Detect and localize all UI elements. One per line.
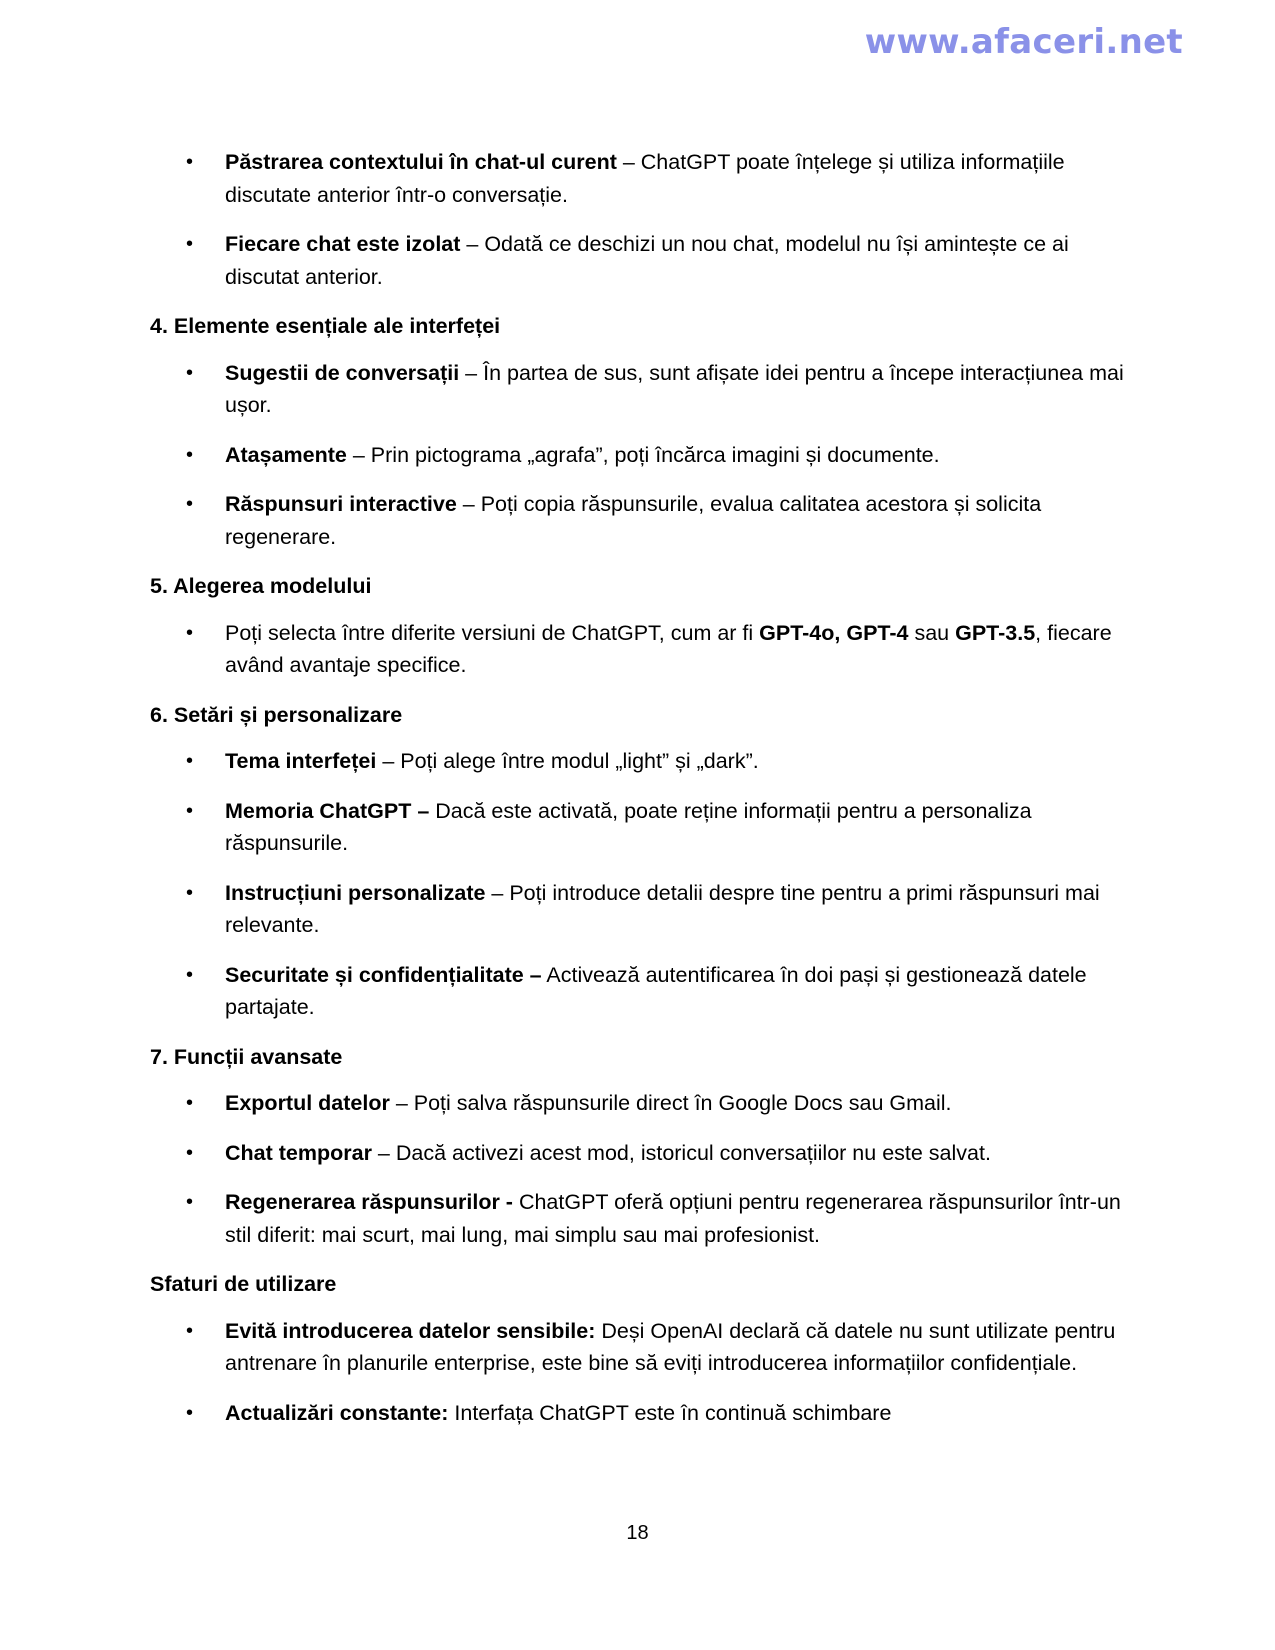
bullet-icon: • <box>186 963 194 986</box>
bullet-list <box>150 1315 1130 1430</box>
bullet-icon: • <box>186 1092 194 1114</box>
list-item <box>150 1315 1130 1380</box>
document-section <box>150 1041 1130 1252</box>
item-text: – Odată ce deschizi un nou chat, modelul nu își amintește ce ai discutat anterior. <box>225 232 1069 289</box>
item-text: ChatGPT oferă opțiuni pentru regenerarea răspunsurilor într-un stil diferit: mai scurt, mai lung, mai simplu sau mai profesionist. <box>225 1190 1121 1247</box>
watermark-site-url: www.afaceri.net <box>864 22 1183 62</box>
item-text: , fiecare având avantaje specifice. <box>225 620 1112 677</box>
list-item <box>150 146 1130 211</box>
bullet-icon: • <box>186 361 194 384</box>
item-bold-text: Sugestii de conversații <box>225 360 460 385</box>
list-item <box>150 488 1130 553</box>
item-text: Deși OpenAI declară că datele nu sunt utilizate pentru antrenare în planurile enterprise, este bine să eviți introducerea informațiilor confidențiale. <box>225 1318 1116 1375</box>
item-bold-text: Actualizări constante: <box>225 1400 449 1425</box>
item-bold-text: Instrucțiuni personalizate <box>225 880 486 905</box>
item-bold-text: Securitate și confidențialitate – <box>225 962 542 987</box>
bullet-list <box>150 357 1130 554</box>
list-item <box>150 357 1130 422</box>
item-text: Poți selecta între diferite versiuni de ChatGPT, cum ar fi <box>225 620 760 645</box>
document-section <box>150 310 1130 553</box>
list-item <box>150 1137 1130 1170</box>
item-text: Activează autentificarea în doi pași și gestionează datele partajate. <box>225 962 1087 1019</box>
item-bold-text: Evită introducerea datelor sensibile: <box>225 1318 596 1343</box>
item-bold-text: Răspunsuri interactive <box>225 492 457 516</box>
item-bold-text: Memoria ChatGPT – <box>225 798 430 823</box>
bullet-list <box>150 1087 1130 1251</box>
item-bold-text: Regenerarea răspunsurilor - <box>225 1190 513 1214</box>
bullet-icon: • <box>186 1401 194 1424</box>
list-item <box>150 617 1130 682</box>
list-item <box>150 959 1130 1024</box>
section-heading: 7. Funcții avansate <box>150 1044 343 1069</box>
item-bold-text: Păstrarea contextului în chat-ul curent <box>225 150 617 174</box>
bullet-icon: • <box>186 1191 194 1213</box>
item-text: Dacă este activată, poate reține informații pentru a personaliza răspunsurile. <box>225 798 1032 855</box>
section-heading: 6. Setări și personalizare <box>150 702 403 727</box>
bullet-icon: • <box>186 1141 194 1164</box>
section-heading: 5. Alegerea modelului <box>150 574 372 598</box>
bullet-icon: • <box>186 799 194 822</box>
list-item <box>150 795 1130 860</box>
item-text: – Poți copia răspunsurile, evalua calitatea acestora și solicita regenerare. <box>225 492 1042 549</box>
list-item <box>150 745 1130 778</box>
bullet-icon: • <box>186 621 194 644</box>
item-text: – În partea de sus, sunt afișate idei pentru a începe interacțiunea mai ușor. <box>225 360 1124 417</box>
item-bold-text: Atașamente <box>225 442 347 467</box>
document-body <box>150 146 1130 1446</box>
item-bold-text: GPT-4o, GPT-4 <box>759 620 909 645</box>
item-text: – Prin pictograma „agrafa”, poți încărca imagini și documente. <box>346 442 940 467</box>
bullet-icon: • <box>186 233 194 255</box>
bullet-list <box>150 146 1130 293</box>
list-item <box>150 1087 1130 1120</box>
list-item <box>150 228 1130 293</box>
item-bold-text: GPT-3.5 <box>955 620 1036 645</box>
item-bold-text: Fiecare chat este izolat <box>225 232 461 256</box>
list-item <box>150 1397 1130 1430</box>
section-heading: 4. Elemente esențiale ale interfeței <box>150 314 501 338</box>
bullet-list <box>150 745 1130 1024</box>
item-text: – ChatGPT poate înțelege și utiliza informațiile discutate anterior într-o conversație. <box>225 150 1065 207</box>
item-text: – Dacă activezi acest mod, istoricul conversațiilor nu este salvat. <box>371 1140 991 1165</box>
item-text: – Poți introduce detalii despre tine pentru a primi răspunsuri mai relevante. <box>225 880 1100 937</box>
item-bold-text: Exportul datelor <box>225 1091 390 1115</box>
bullet-icon: • <box>186 151 194 173</box>
item-text: Interfața ChatGPT este în continuă schimbare <box>448 1400 892 1425</box>
bullet-icon: • <box>186 881 194 904</box>
section-heading: Sfaturi de utilizare <box>150 1272 337 1296</box>
document-section <box>150 1268 1130 1429</box>
document-section <box>150 146 1130 293</box>
item-text: – Poți salva răspunsurile direct în Google Docs sau Gmail. <box>389 1091 952 1115</box>
bullet-icon: • <box>186 750 194 772</box>
document-section <box>150 699 1130 1024</box>
list-item <box>150 439 1130 472</box>
bullet-list <box>150 617 1130 682</box>
bullet-icon: • <box>186 443 194 466</box>
document-section <box>150 570 1130 682</box>
list-item <box>150 877 1130 942</box>
page-number: 18 <box>626 1522 649 1544</box>
item-bold-text: Chat temporar <box>225 1140 372 1165</box>
item-bold-text: Tema interfeței <box>225 749 377 773</box>
bullet-icon: • <box>186 1319 194 1342</box>
list-item <box>150 1186 1130 1251</box>
item-text: – Poți alege între modul „light” și „dark”. <box>376 749 759 773</box>
item-text: sau <box>908 620 956 645</box>
bullet-icon: • <box>186 493 194 515</box>
